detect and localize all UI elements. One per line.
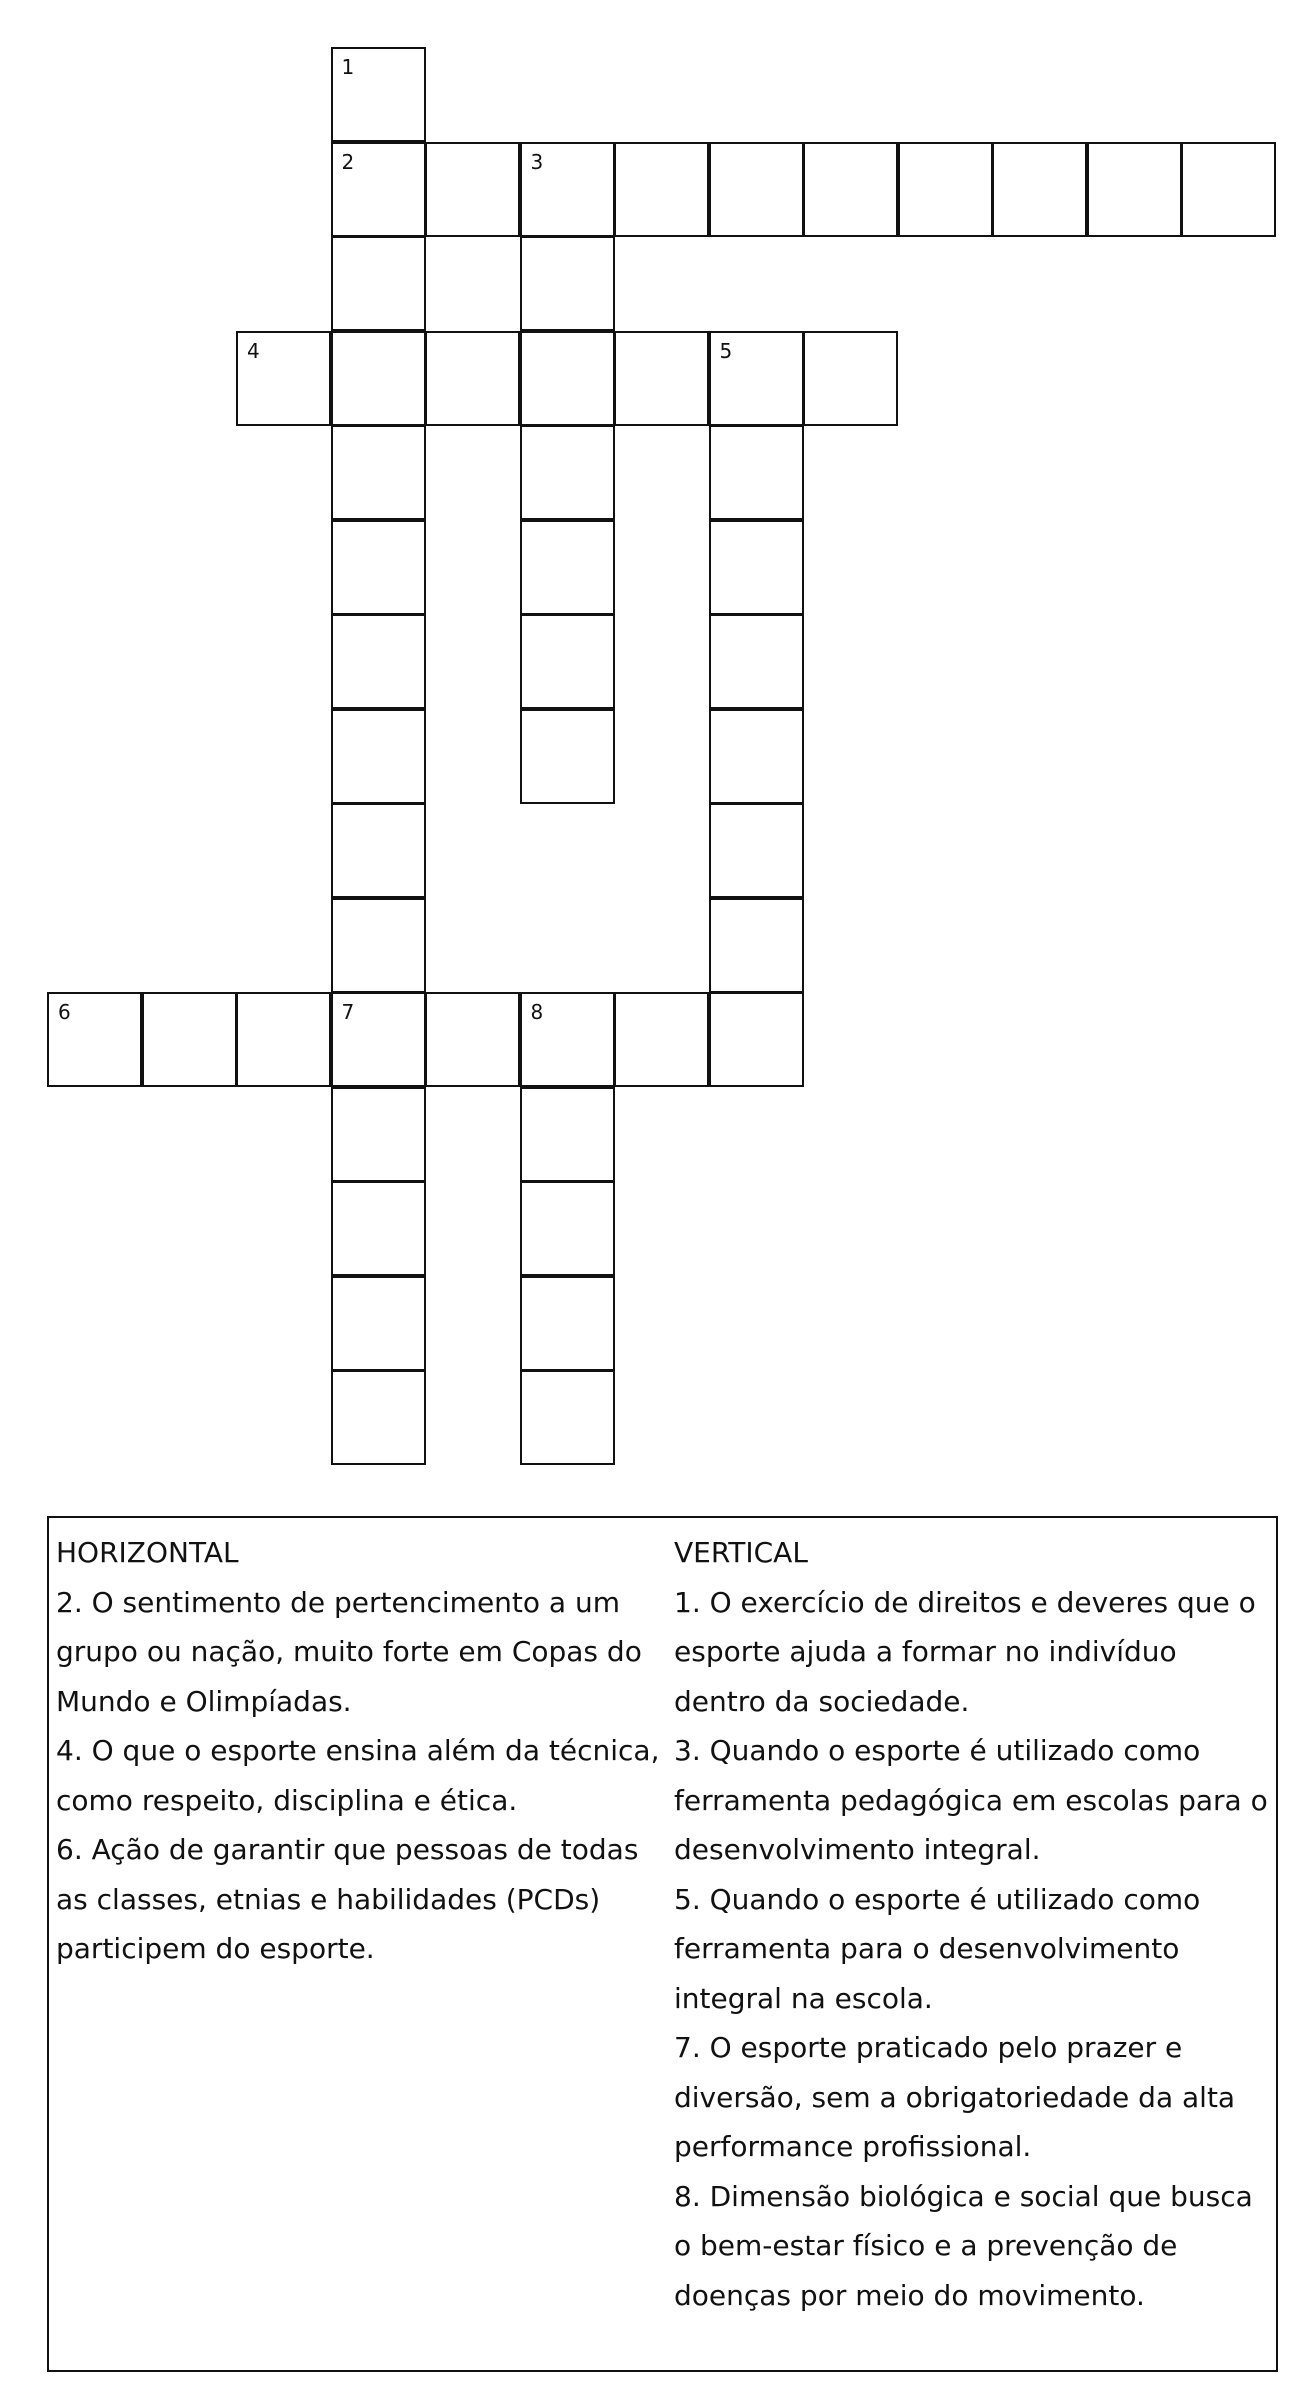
horizontal-title: HORIZONTAL	[56, 1536, 239, 1569]
grid-cell[interactable]	[331, 614, 426, 709]
grid-cell[interactable]	[803, 331, 898, 426]
grid-cell[interactable]	[331, 331, 426, 426]
grid-cell[interactable]	[520, 992, 615, 1087]
clue-vertical-3: 3. Quando o esporte é utilizado como ferramenta pedagógica em escolas para o desenvolvimento integral.	[674, 1734, 1268, 1866]
grid-cell[interactable]	[709, 992, 804, 1087]
grid-cell[interactable]	[142, 992, 237, 1087]
grid-cell[interactable]	[331, 236, 426, 331]
grid-cell[interactable]	[520, 142, 615, 237]
grid-cell[interactable]	[331, 47, 426, 142]
clue-number: 4	[247, 338, 260, 363]
grid-cell[interactable]	[614, 992, 709, 1087]
grid-cell[interactable]	[520, 1370, 615, 1465]
grid-cell[interactable]	[1087, 142, 1182, 237]
grid-cell[interactable]	[709, 898, 804, 993]
grid-cell[interactable]	[236, 992, 331, 1087]
grid-cell[interactable]	[331, 1181, 426, 1276]
grid-cell[interactable]	[520, 709, 615, 804]
clue-number: 2	[341, 149, 355, 174]
clue-number: 1	[341, 55, 355, 79]
grid-cell[interactable]	[331, 898, 426, 993]
vertical-clues	[674, 1528, 1274, 2320]
grid-cell[interactable]	[520, 331, 615, 426]
grid-cell[interactable]	[614, 142, 709, 237]
clue-number: 3	[530, 149, 544, 174]
grid-cell[interactable]	[709, 803, 804, 898]
grid-cell[interactable]	[709, 425, 804, 520]
grid-cell[interactable]	[331, 520, 426, 615]
clue-number: 5	[719, 338, 733, 363]
grid-cell[interactable]	[709, 709, 804, 804]
grid-cell[interactable]	[331, 709, 426, 804]
clue-horizontal-2: 2. O sentimento de pertencimento a um grupo ou nação, muito forte em Copas do Mundo e Olimpíadas.	[56, 1585, 642, 1718]
grid-cell[interactable]	[331, 1370, 426, 1465]
clue-number: 7	[341, 1000, 355, 1024]
grid-cell[interactable]	[331, 803, 426, 898]
vertical-title: VERTICAL	[674, 1536, 808, 1569]
clues-box	[47, 1516, 1278, 2372]
clue-horizontal-6: 6. Ação de garantir que pessoas de todas as classes, etnias e habilidades (PCDs) participem do esporte.	[56, 1833, 639, 1965]
grid-cell[interactable]	[520, 1276, 615, 1371]
grid-cell[interactable]	[1181, 142, 1276, 237]
grid-cell[interactable]	[709, 614, 804, 709]
grid-cell[interactable]	[898, 142, 993, 237]
clue-number: 8	[530, 1000, 544, 1024]
grid-cell[interactable]	[47, 992, 142, 1087]
grid-cell[interactable]	[236, 331, 331, 426]
grid-cell[interactable]	[520, 1087, 615, 1182]
grid-cell[interactable]	[520, 236, 615, 331]
clue-vertical-5: 5. Quando o esporte é utilizado como ferramenta para o desenvolvimento integral na escola.	[674, 1882, 1201, 2015]
grid-cell[interactable]	[709, 520, 804, 615]
grid-cell[interactable]	[331, 425, 426, 520]
grid-cell[interactable]	[803, 142, 898, 237]
clue-vertical-8: 8. Dimensão biológica e social que busca o bem-estar físico e a prevenção de doenças por meio do movimento.	[674, 2179, 1253, 2312]
grid-cell[interactable]	[992, 142, 1087, 237]
grid-cell[interactable]	[614, 331, 709, 426]
grid-cell[interactable]	[520, 520, 615, 615]
grid-cell[interactable]	[425, 992, 520, 1087]
grid-cell[interactable]	[425, 331, 520, 426]
grid-cell[interactable]	[709, 331, 804, 426]
grid-cell[interactable]	[520, 425, 615, 520]
grid-cell[interactable]	[425, 142, 520, 237]
horizontal-clues	[56, 1528, 666, 1974]
grid-cell[interactable]	[709, 142, 804, 237]
grid-cell[interactable]	[331, 142, 426, 237]
clue-number: 6	[58, 1000, 71, 1024]
grid-cell[interactable]	[520, 614, 615, 709]
clue-vertical-7: 7. O esporte praticado pelo prazer e diversão, sem a obrigatoriedade da alta performance profissional.	[674, 2031, 1236, 2163]
clue-vertical-1: 1. O exercício de direitos e deveres que o esporte ajuda a formar no indivíduo dentro da sociedade.	[674, 1585, 1256, 1718]
grid-cell[interactable]	[331, 1087, 426, 1182]
grid-cell[interactable]	[331, 1276, 426, 1371]
grid-cell[interactable]	[331, 992, 426, 1087]
grid-cell[interactable]	[520, 1181, 615, 1276]
clue-horizontal-4: 4. O que o esporte ensina além da técnica, como respeito, disciplina e ética.	[56, 1734, 660, 1817]
